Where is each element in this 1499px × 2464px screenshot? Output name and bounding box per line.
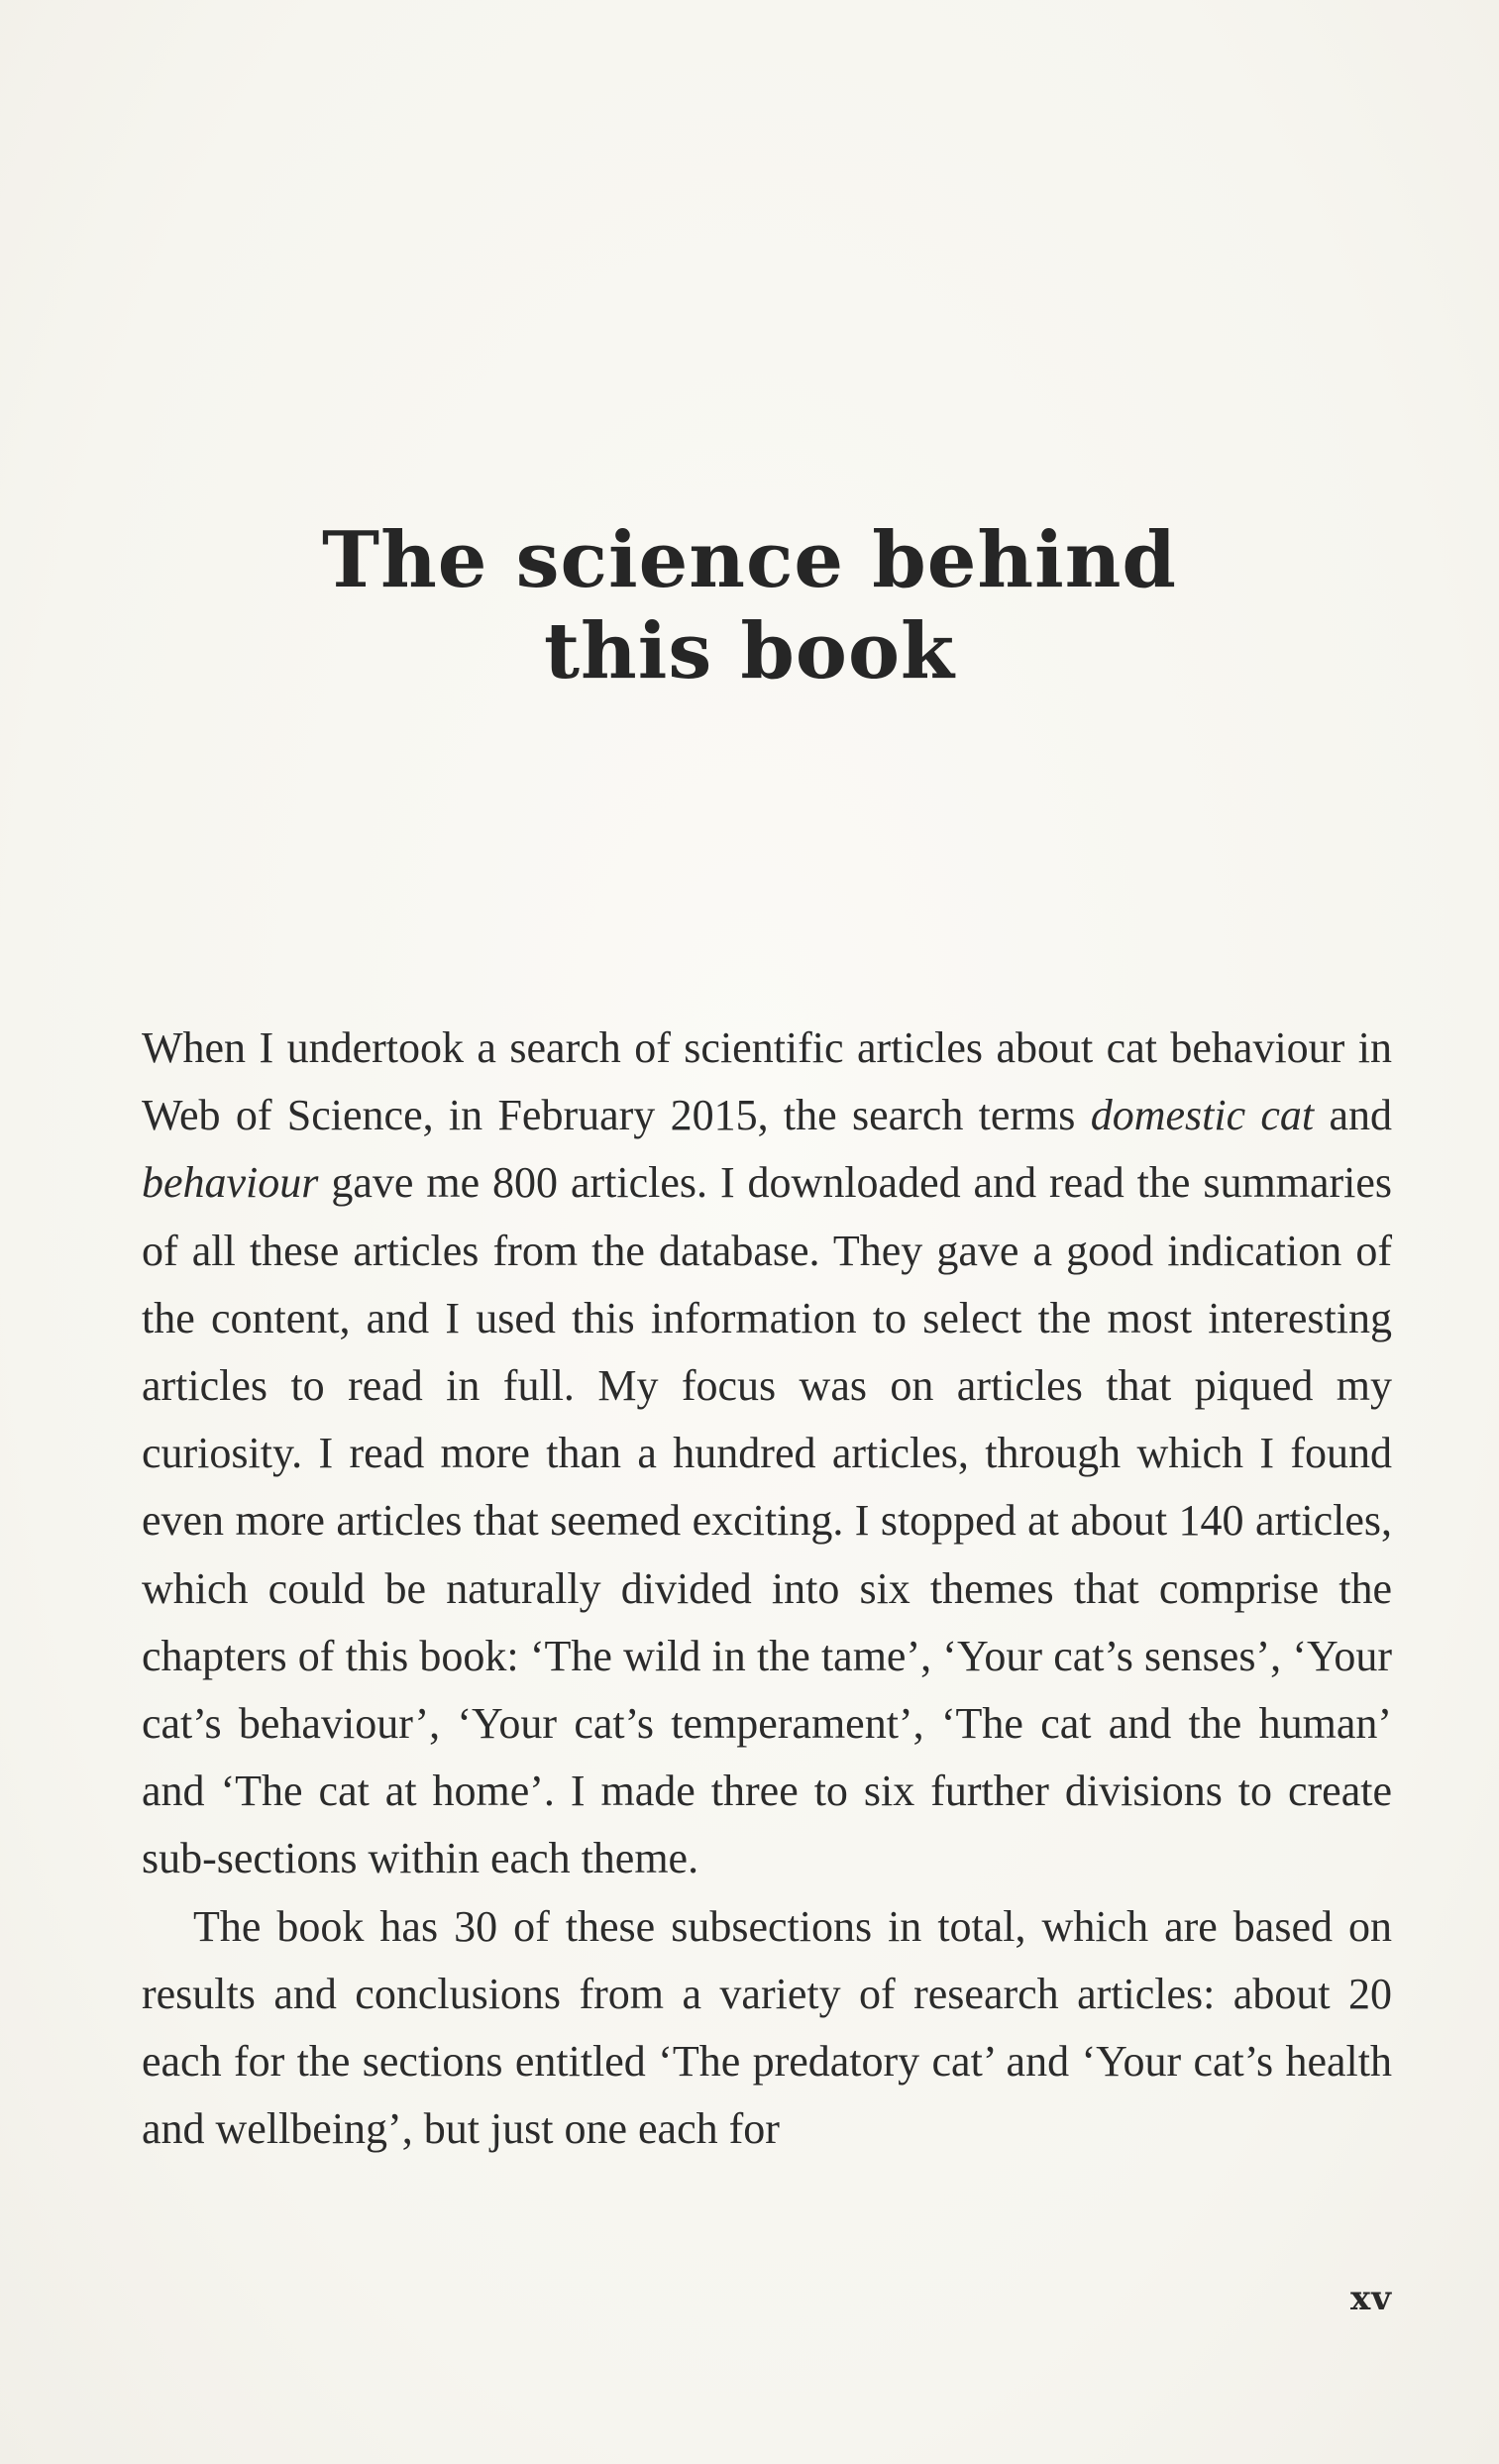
page-number: xv (1349, 2279, 1392, 2318)
text-run: When I undertook a search of scientific articles about cat behaviour in Web of Science, in February 2015, the search terms (142, 1023, 1392, 1140)
chapter-title-line-1: The science behind (322, 515, 1177, 605)
chapter-title (0, 515, 1499, 697)
body-text (142, 1015, 1392, 2163)
italic-term: behaviour (142, 1158, 319, 1208)
text-run: The book has 30 of these subsections in total, which are based on results and conclusions from a variety of research articles: about 20 each for the sections entitled ‘The predatory cat’ and ‘Your cat’s health and wellbeing’, but just one each for (142, 1901, 1392, 2154)
paragraph-1 (142, 1015, 1392, 1893)
text-run: and (1314, 1091, 1392, 1140)
paragraph-2 (142, 1893, 1392, 2164)
chapter-title-line-2: this book (543, 606, 956, 696)
text-run: gave me 800 articles. I downloaded and read the summaries of all these articles from the database. They gave a good indication of the content, and I used this information to select the most interesting articles to read in full. My focus was on articles that piqued my curiosity. I read more than a hundred articles, through which I found even more articles that seemed exciting. I stopped at about 140 articles, which could be naturally divided into six themes that comprise the chapters of this book: ‘The wild in the tame’, ‘Your cat’s senses’, ‘Your cat’s behaviour’, ‘Your cat’s temperament’, ‘The cat and the human’ and ‘The cat at home’. I made three to six further divisions to create sub-sections within each theme. (142, 1158, 1392, 1883)
italic-term: domestic cat (1090, 1091, 1315, 1140)
